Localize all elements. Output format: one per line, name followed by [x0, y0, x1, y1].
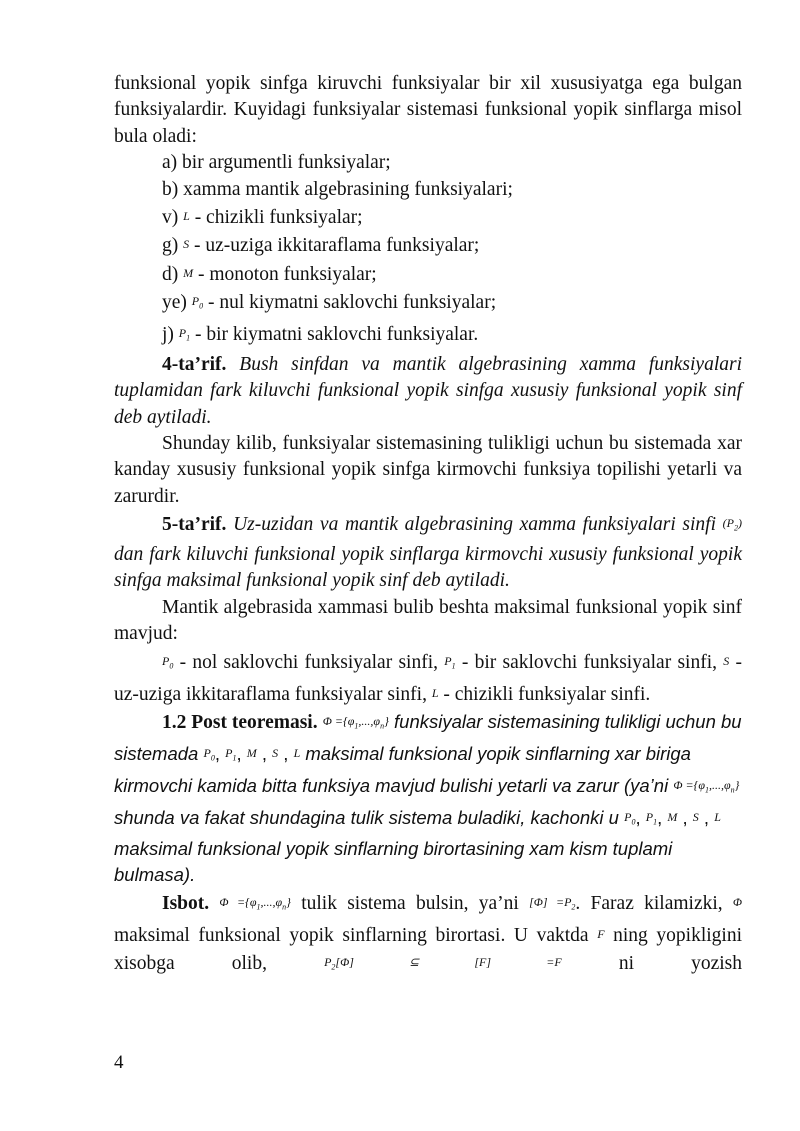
- list-item: [114, 231, 742, 259]
- math-symbol: $P_1$: [444, 653, 456, 671]
- proof-label: Isbot.: [162, 893, 210, 915]
- definition-label: 4-ta’rif.: [162, 353, 227, 375]
- paragraph-maximal-classes: Mantik algebrasida xammasi bulib beshta maksimal funksional yopik sinf mavjud:: [114, 596, 742, 645]
- math-symbol: $P_0$: [203, 745, 215, 763]
- definition-label: 5-ta’rif.: [162, 514, 227, 536]
- math-symbol: L: [183, 209, 190, 224]
- phi-set-formula: $\Phi =\{\varphi_1,...,\varphi_n\}$: [673, 777, 740, 795]
- list-item: [114, 150, 742, 176]
- math-symbol: S: [723, 653, 730, 668]
- list-item-label: g): [162, 235, 179, 257]
- math-symbol: $P_0$: [624, 809, 636, 827]
- math-symbol: $P_1$: [645, 809, 658, 827]
- theorem-label: 1.2 Post teoremasi.: [162, 711, 318, 733]
- text-block: [114, 71, 742, 981]
- list-item: [114, 203, 742, 231]
- list-item: [114, 177, 742, 203]
- proof: Isbot. $\Phi =\{\varphi_1,...,\varphi_n\}$ tulik sistema bulsin, ya’ni $[\Phi] =P_2$. Faraz kilamizki, Φ maksimal funksional yopik sinflarning birortasi. U vaktda F ning yopikligini xisobga olib, $P_2[\Phi]$ ⊆ [F] =F ni yozish: [114, 893, 743, 975]
- math-symbol: M: [667, 809, 678, 824]
- list-item-label: v): [162, 207, 179, 229]
- math-symbol: $P_1$: [225, 745, 237, 763]
- list-item-text: - chizikli funksiyalar;: [194, 207, 363, 229]
- class-examples-list: [114, 150, 742, 352]
- list-item-label: a): [162, 152, 178, 174]
- math-symbol: S: [272, 745, 279, 760]
- list-item-label: b): [162, 178, 179, 200]
- list-item-text: - bir kiymatni saklovchi funksiyalar.: [195, 324, 479, 346]
- page-number: 4: [114, 1052, 124, 1073]
- math-symbol: S: [183, 237, 190, 252]
- list-item: [114, 260, 742, 288]
- math-symbol: $P_1$: [178, 326, 191, 343]
- list-item-label: ye): [162, 292, 187, 314]
- math-symbol: $P_0$: [191, 294, 204, 311]
- post-theorem: 1.2 Post teoremasi. $\Phi =\{\varphi_1,...,\varphi_n\}$ funksiyalar sistemasining tulikligi uchun bu sistemada $P_0$, $P_1$, M , S , L maksimal funksional yopik sinflarning xar biriga kirmovchi kamida bitta funksiya mavjud bulishi yetarli va zarur (ya’ni $\Phi =\{\varphi_1,...,\varphi_n\}$ shunda va fakat shundagina tulik sistema buladiki, kachonki u $P_0$, $P_1$, M , S , L maksimal funksional yopik sinflarning birortasining xam kism tuplami bulmasa).: [114, 710, 742, 886]
- list-item-label: d): [162, 263, 179, 285]
- subset-formula: $P_2[\Phi]$ ⊆ [F] =F: [324, 955, 562, 972]
- phi-set-formula: $\Phi =\{\varphi_1,...,\varphi_n\}$: [322, 713, 389, 731]
- list-item-text: - uz-uziga ikkitaraflama funksiyalar;: [194, 235, 480, 257]
- math-symbol: Φ: [732, 895, 743, 910]
- math-symbol: F: [597, 926, 605, 941]
- math-symbol: $P_0$: [162, 653, 174, 671]
- math-symbol: M: [183, 265, 194, 280]
- math-symbol: S: [692, 809, 699, 824]
- math-symbol: L: [293, 745, 301, 760]
- phi-set-formula: $\Phi =\{\varphi_1,...,\varphi_n\}$: [219, 895, 291, 912]
- math-symbol: M: [246, 745, 257, 760]
- definition-text: Bush sinfdan va mantik algebrasining xamma funksiyalari tuplamidan fark kiluvchi funksional yopik sinfga xususiy funksional yopik sinf deb aytiladi.: [114, 353, 743, 428]
- definition-4: [114, 352, 742, 431]
- closure-formula: $[\Phi] =P_2$: [529, 895, 576, 912]
- list-item-label: j): [162, 324, 174, 346]
- list-item-text: - nul kiymatni saklovchi funksiyalar;: [208, 292, 497, 314]
- list-item-text: bir argumentli funksiyalar;: [182, 152, 391, 174]
- paragraph-completeness: Shunday kilib, funksiyalar sistemasining tulikligi uchun bu sistemada xar kanday xususiy funksional yopik sinfga kirmovchi funksiya topilishi yetarli va zarurdir.: [114, 433, 742, 507]
- definition-5: 5-ta’rif. Uz-uzidan va mantik algebrasining xamma funksiyalari sinfi $(P_2)$ dan fark kiluvchi funksional yopik sinflarga kirmovchi xususiy funksional yopik sinfga maksimal funksional yopik sinf deb aytiladi.: [114, 514, 743, 592]
- math-symbol: L: [714, 809, 721, 824]
- paragraph-intro: funksional yopik sinfga kiruvchi funksiyalar bir xil xususiyatga ega bulgan funksiyalardir. Kuyidagi funksiyalar sistemasi funksional yopik sinflarga misol bula oladi:: [114, 73, 742, 147]
- math-symbol: L: [431, 685, 439, 700]
- list-item-text: - monoton funksiyalar;: [198, 263, 377, 285]
- maximal-classes-list: $P_0$ - nol saklovchi funksiyalar sinfi, $P_1$ - bir saklovchi funksiyalar sinfi, S - uz-uziga ikkitaraflama funksiyalar sinfi, L - chizikli funksiyalar sinfi.: [114, 651, 742, 705]
- list-item: [114, 288, 742, 320]
- math-symbol: $(P_2)$: [722, 516, 743, 533]
- list-item-text: xamma mantik algebrasining funksiyalari;: [183, 178, 513, 200]
- list-item: [114, 320, 742, 352]
